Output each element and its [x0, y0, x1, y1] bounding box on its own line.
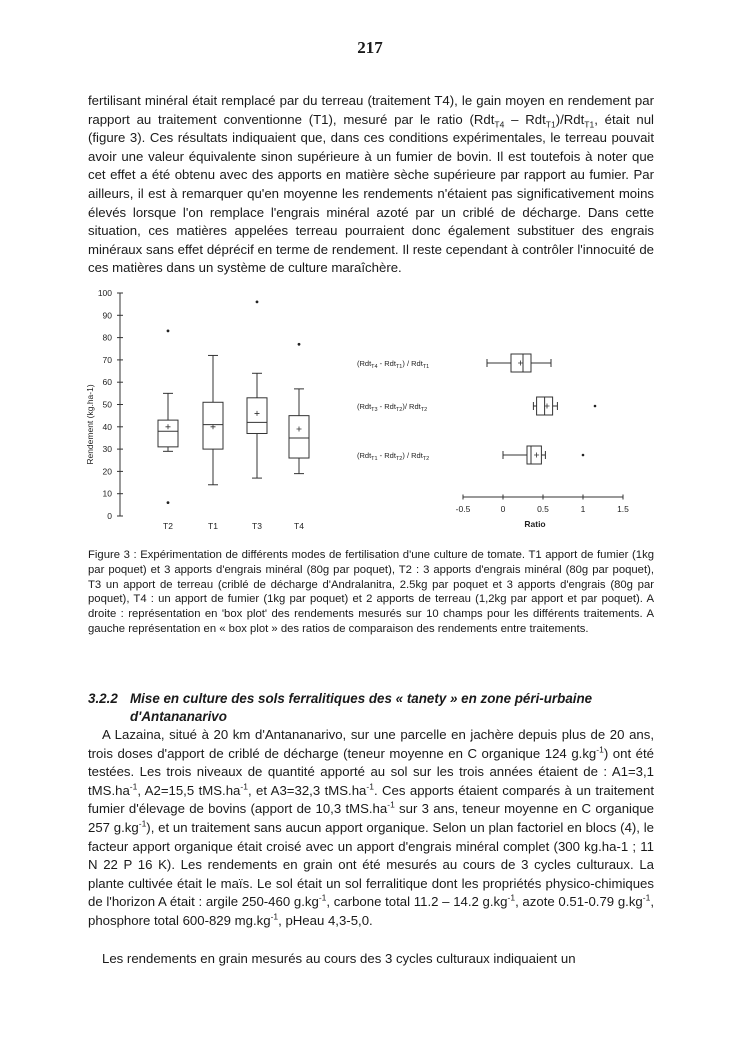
y-tick-label: 70: [102, 354, 112, 365]
y-tick-label: 10: [102, 488, 112, 499]
y-tick-label: 30: [102, 444, 112, 455]
x-category-label: T4: [294, 521, 304, 531]
figure-caption: Figure 3 : Expérimentation de différents modes de fertilisation d'une culture de tomate. T1 apport de fumier (1kg par poquet) et 3 apports d'engrais minéral (80g par poquet), T2 : 3 apports d'engrais minéral (80g par poquet), T3 un apport de terreau (criblé de décharge d'Andralanitra, 2.5kg par poquet et 3 apports d'engrais (80g par poquet), T4 : un apport de fumier (1kg par poquet) et 2 apports de terreau (1,2kg par apport et par poquet). A droite : représentation en 'box plot' des rendements mesurés sur 10 champs pour les différents traitements. A gauche représentation en « box plot » des ratios de comparaison des rendements entre traitements.: [88, 549, 654, 635]
x-tick-label: 1: [580, 504, 586, 514]
y-tick-label: 20: [102, 466, 112, 477]
figure-3-charts: [80, 285, 660, 543]
y-tick-label: 40: [102, 421, 112, 432]
section-number: 3.2.2: [88, 691, 118, 706]
paragraph-3: Les rendements en grain mesurés au cours des 3 cycles culturaux indiquaient un: [102, 951, 576, 966]
y-tick-label: 80: [102, 332, 112, 343]
outlier-point: [167, 501, 170, 504]
x-tick-label: 0.5: [537, 504, 549, 514]
page-number: 217: [357, 38, 383, 57]
ratio-box: [487, 354, 551, 372]
y-tick-label: 90: [102, 310, 112, 321]
x-tick-label: -0.5: [455, 504, 471, 514]
y-axis-label: Rendement (kg.ha-1): [85, 384, 95, 465]
x-axis-label: Ratio: [524, 519, 546, 529]
outlier-point: [167, 330, 170, 333]
y-tick-label: 100: [97, 288, 112, 298]
x-category-label: T2: [163, 521, 173, 531]
ratio-label: (Rdt$_{T1}$ - Rdt$_{T2}$) / Rdt$_{T2}$: [357, 451, 430, 462]
box-T2: [158, 330, 178, 505]
ratio-box: [533, 397, 596, 415]
section-title-line-1: Mise en culture des sols ferralitiques des « tanety » en zone péri-urbaine: [130, 691, 593, 706]
y-tick-label: 60: [102, 377, 112, 388]
ratio-label: (Rdt$_{T4}$ - Rdt$_{T1}$) / Rdt$_{T1}$: [357, 359, 430, 370]
box-T4: [289, 343, 309, 474]
ratio-box: [503, 446, 584, 464]
y-tick-label: 50: [102, 399, 112, 410]
section-heading: [88, 690, 654, 726]
ratio-label: (Rdt$_{T3}$ - Rdt$_{T2}$)/ Rdt$_{T2}$: [357, 402, 428, 413]
box-T1: [203, 355, 223, 484]
x-tick-label: 0: [500, 504, 506, 514]
outlier-point: [256, 301, 259, 304]
box-iqr: [289, 416, 309, 458]
outlier-point: [582, 454, 585, 457]
outlier-point: [594, 405, 597, 408]
paragraph-1: fertilisant minéral était remplacé par du terreau (traitement T4), le gain moyen en rendement par rapport au traitement conventionne (T1), mesuré par le ratio (Rdt$_{T4}$ – Rdt$_{T1}$)/Rdt$_{T1}$, était nul (figure 3). Ces résultats indiquaient que, dans ces conditions expérimentales, le terreau pouvait avoir une valeur équivalente sinon supérieure à un fumier de bovin. Il est toutefois à noter que cet effet a été obtenu avec des apports en matière sèche supérieure par rapport au fumier. Par ailleurs, il est à remarquer qu'en moyenne les rendements n'étaient pas significativement moins élevés lorsque l'on remplace l'engrais minéral azoté par un criblé de décharge. Dans cette situation, ces matières appelées terreau pourraient donc également substituer des engrais minéraux sans effet déprécif en terme de rendement. Il reste cependant à contrôler l'innocuité de ces matières dans un système de culture maraîchère.: [88, 93, 654, 276]
y-tick-label: 0: [107, 511, 112, 521]
outlier-point: [298, 343, 301, 346]
paragraph-2: A Lazaina, situé à 20 km d'Antananarivo, sur une parcelle en jachère depuis plus de 20 ans, trois doses d'apport de criblé de décharge (teneur moyenne en C organique 124 $g.kg^{-1}$) ont été testées. Les trois niveaux de quantité apporté au sol sur les trois années étaient de : A1=3,1 $tMS.ha^{-1}$, A2=15,5 $tMS.ha^{-1}$, et A3=32,3 $tMS.ha^{-1}$. Ces apports étaient comparés à un traitement fumier d'élevage de bovins (apport de 10,3 $tMS.ha^{-1}$ sur 3 ans, teneur moyenne en C organique 257 $g.kg^{-1}$), et un traitement sans aucun apport organique. Selon un plan factoriel en blocs (4), le facteur apport organique était croisé avec un apport d'engrais minéral complet (300 kg.ha-1 ; 11 N 22 P 16 K). Les rendements en grain ont été mesurés au cours de 3 cycles culturaux. La plante cultivée était le maïs. Le sol était un sol ferralitique dont les propriétés physico-chimiques de l'horizon A était : argile 250-460 $g.kg^{-1}$, carbone total 11.2 – 14.2 $g.kg^{-1}$, azote 0.51-0.79 $g.kg^{-1}$, phosphore total 600-829 $mg.kg^{-1}$, pHeau 4,3-5,0.: [88, 727, 655, 928]
section-title-line-2: d'Antananarivo: [130, 709, 227, 724]
x-category-label: T3: [252, 521, 262, 531]
box-T3: [247, 301, 267, 479]
x-tick-label: 1.5: [617, 504, 629, 514]
x-category-label: T1: [208, 521, 218, 531]
box-iqr: [158, 420, 178, 447]
figure-3: [80, 285, 660, 543]
